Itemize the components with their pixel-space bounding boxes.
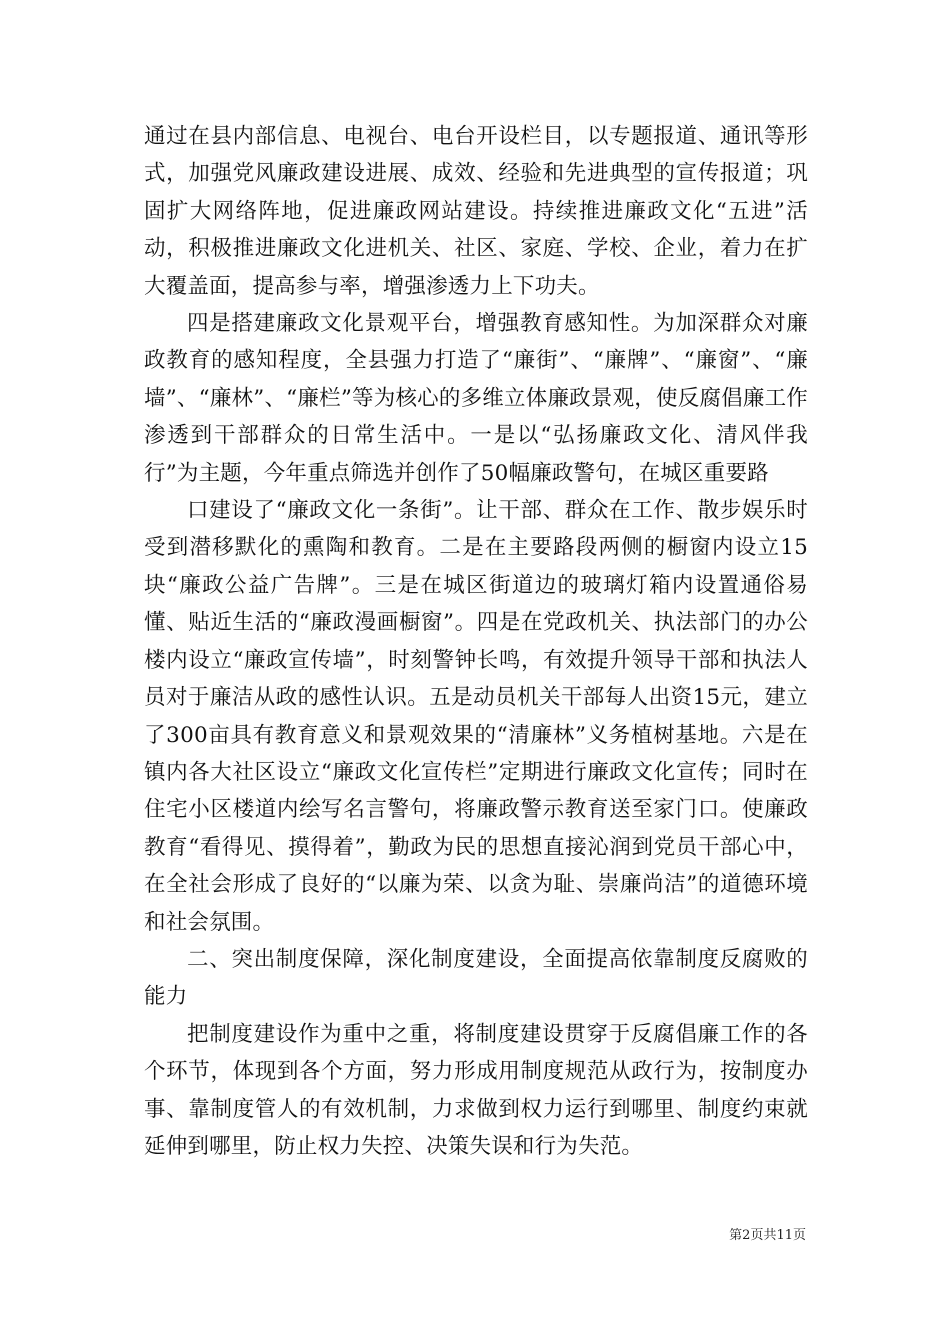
document-body	[144, 118, 808, 1165]
page-number-footer: 第2页共11页	[729, 1228, 806, 1243]
paragraph-2: 四是搭建廉政文化景观平台，增强教育感知性。为加深群众对廉政教育的感知程度，全县强力打造了“廉街”、“廉牌”、“廉窗”、“廉墙”、“廉林”、“廉栏”等为核心的多维立体廉政景观，使反腐倡廉工作渗透到干部群众的日常生活中。一是以“弘扬廉政文化、清风伴我行”为主题，今年重点筛选并创作了50幅廉政警句，在城区重要路	[144, 311, 808, 486]
paragraph-1: 通过在县内部信息、电视台、电台开设栏目，以专题报道、通讯等形式，加强党风廉政建设进展、成效、经验和先进典型的宣传报道；巩固扩大网络阵地，促进廉政网站建设。持续推进廉政文化“五进”活动，积极推进廉政文化进机关、社区、家庭、学校、企业，着力在扩大覆盖面，提高参与率，增强渗透力上下功夫。	[144, 124, 808, 299]
paragraph-5: 把制度建设作为重中之重，将制度建设贯穿于反腐倡廉工作的各个环节，体现到各个方面，努力形成用制度规范从政行为，按制度办事、靠制度管人的有效机制，力求做到权力运行到哪里、制度约束就延伸到哪里，防止权力失控、决策失误和行为失范。	[144, 1021, 808, 1159]
section-heading-2: 二、突出制度保障，深化制度建设，全面提高依靠制度反腐败的能力	[144, 946, 808, 1010]
paragraph-3: 口建设了“廉政文化一条街”。让干部、群众在工作、散步娱乐时受到潜移默化的熏陶和教育。二是在主要路段两侧的橱窗内设立15块“廉政公益广告牌”。三是在城区街道边的玻璃灯箱内设置通俗易懂、贴近生活的“廉政漫画橱窗”。四是在党政机关、执法部门的办公楼内设立“廉政宣传墙”，时刻警钟长鸣，有效提升领导干部和执法人员对于廉洁从政的感性认识。五是动员机关干部每人出资15元，建立了300亩具有教育意义和景观效果的“清廉林”义务植树基地。六是在镇内各大社区设立“廉政文化宣传栏”定期进行廉政文化宣传；同时在住宅小区楼道内绘写名言警句，将廉政警示教育送至家门口。使廉政教育“看得见、摸得着”，勤政为民的思想直接沁润到党员干部心中，在全社会形成了良好的“以廉为荣、以贪为耻、崇廉尚洁”的道德环境和社会氛围。	[144, 498, 808, 935]
